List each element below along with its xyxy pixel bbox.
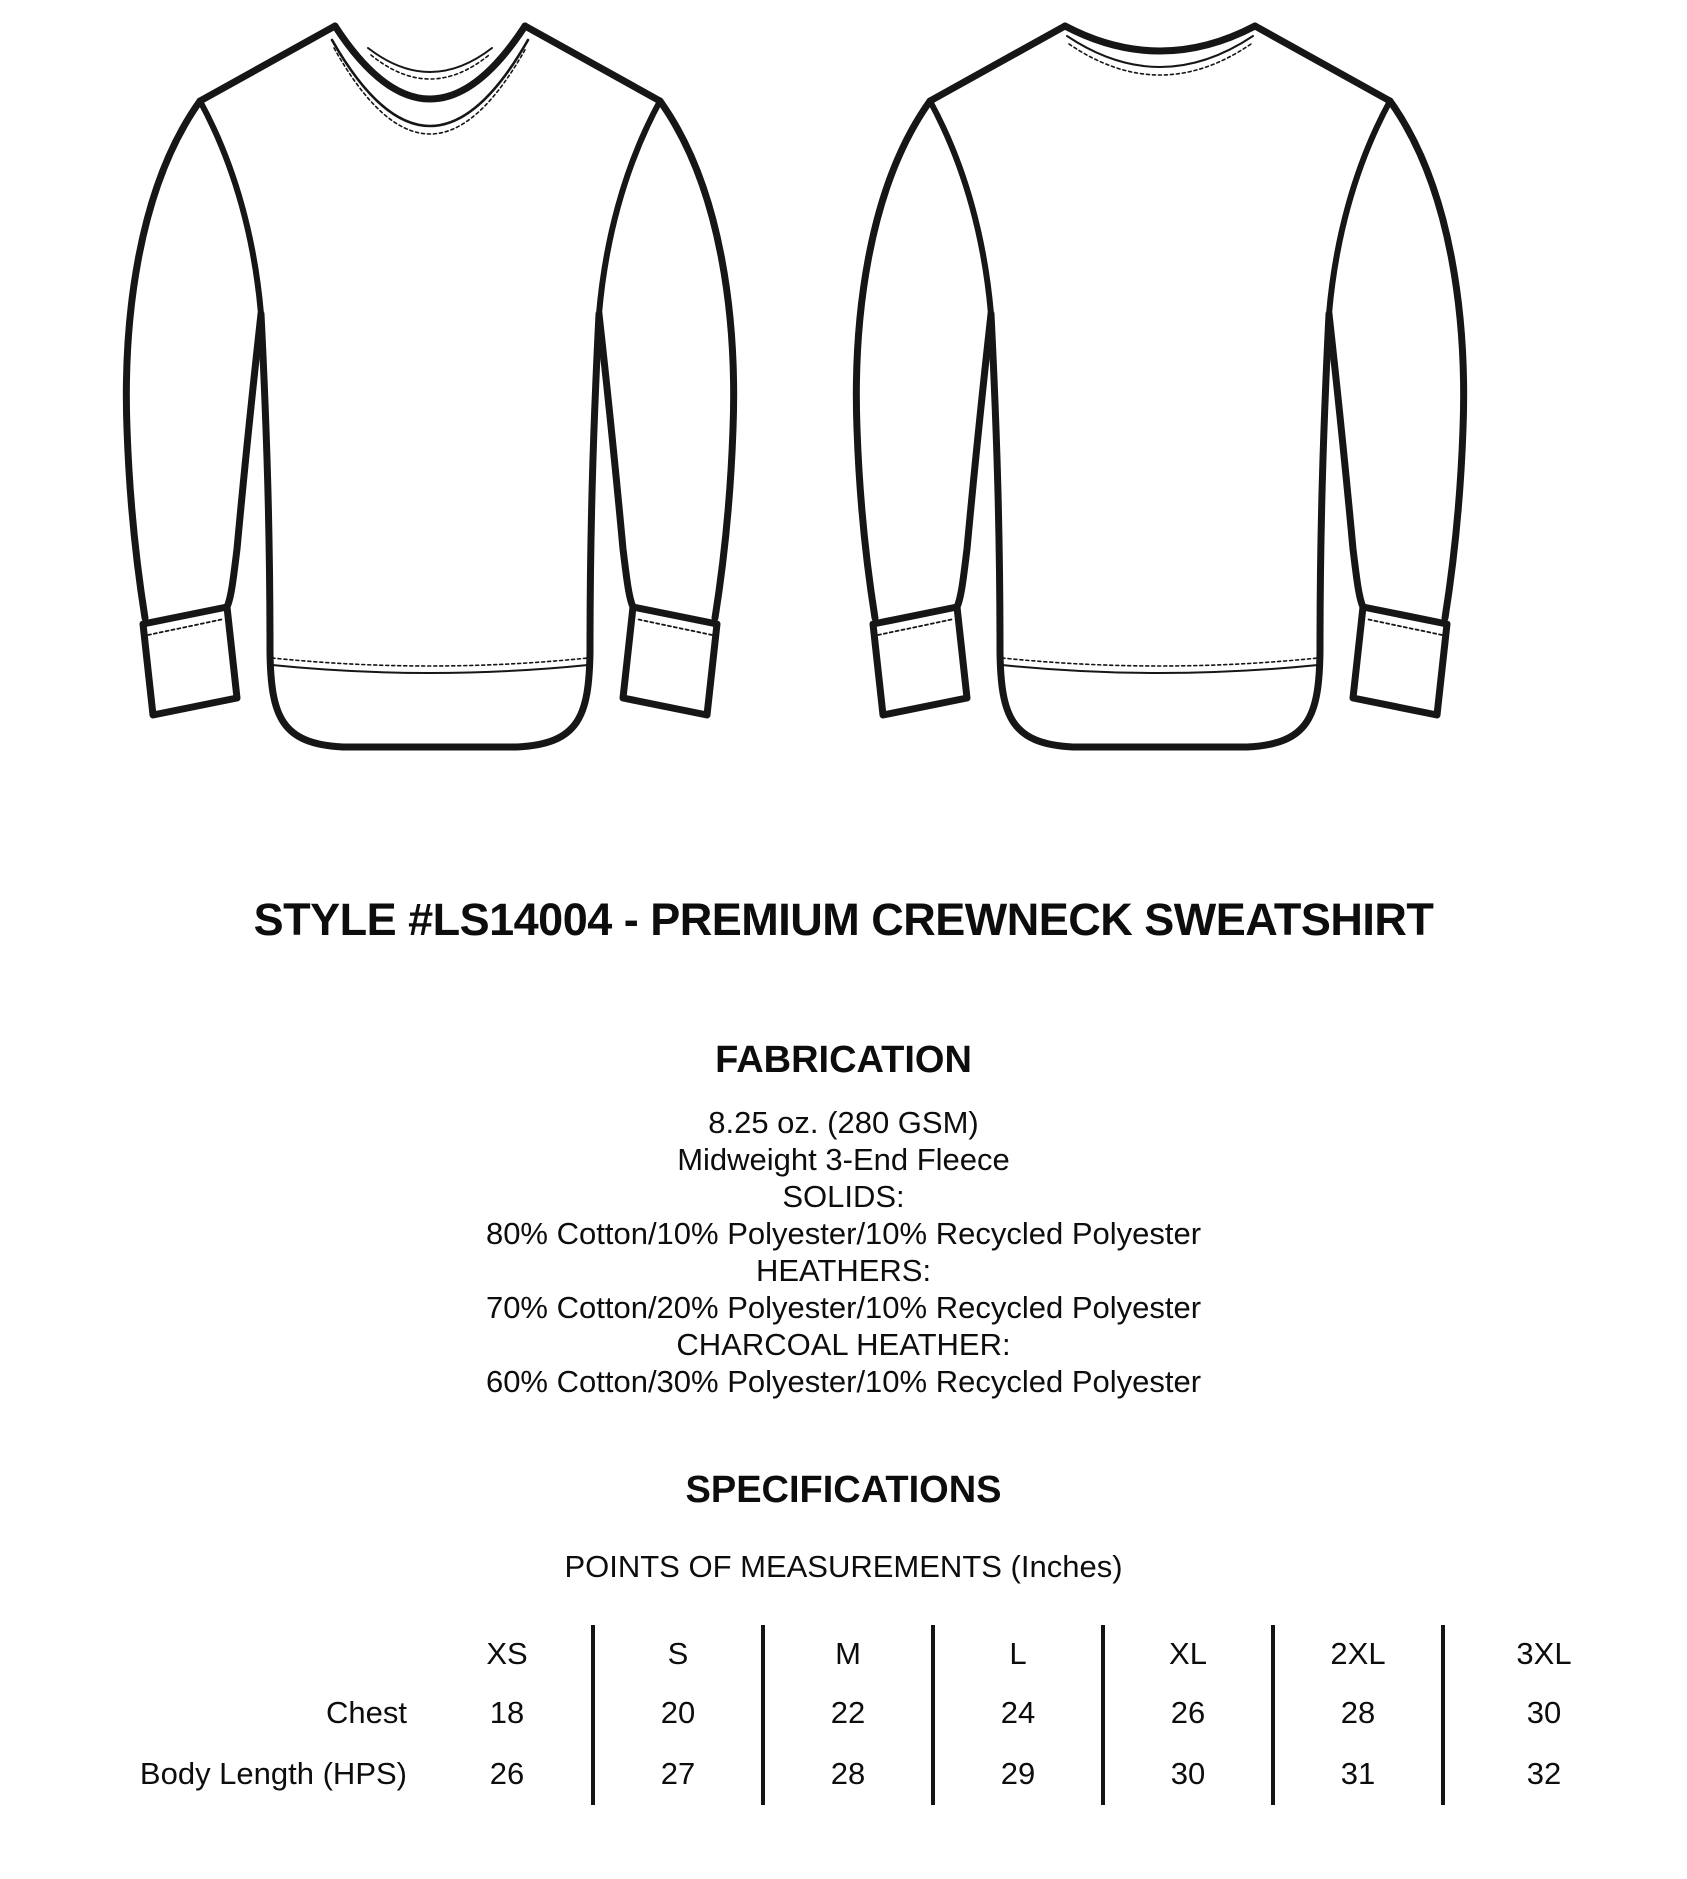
measurement-cell: 29: [933, 1743, 1103, 1805]
corner-cell: [78, 1625, 423, 1683]
row-label: Body Length (HPS): [139, 1756, 407, 1791]
sweatshirt-front-drawing: [85, 4, 775, 774]
fabrication-line: CHARCOAL HEATHER:: [676, 1327, 1011, 1362]
fabrication-line: 70% Cotton/20% Polyester/10% Recycled Polyester: [485, 1290, 1202, 1325]
measurement-cell: 32: [1443, 1743, 1643, 1805]
measurement-cell: 27: [593, 1743, 763, 1805]
fabrication-line: Midweight 3-End Fleece: [677, 1142, 1010, 1177]
measurement-cell: 28: [763, 1743, 933, 1805]
size-header-cell: XS: [486, 1636, 528, 1671]
specifications-heading: SPECIFICATIONS: [685, 1469, 1002, 1511]
size-header-cell: S: [593, 1625, 763, 1683]
size-header-cell: L: [933, 1625, 1103, 1683]
fabrication-line: HEATHERS:: [755, 1253, 932, 1288]
measurement-cell: 24: [933, 1683, 1103, 1743]
size-header-cell: M: [763, 1625, 933, 1683]
fabrication-line: SOLIDS:: [782, 1179, 905, 1214]
fabrication-line: 80% Cotton/10% Polyester/10% Recycled Polyester: [485, 1216, 1202, 1251]
measurement-cell: 30: [1103, 1743, 1273, 1805]
measurement-cell: 22: [763, 1683, 933, 1743]
measurement-cell: 26: [1103, 1683, 1273, 1743]
table-row: [78, 1743, 1643, 1805]
measurement-cell: 28: [1273, 1683, 1443, 1743]
size-header-cell: XL: [1103, 1625, 1273, 1683]
measurement-cell: 26: [489, 1756, 525, 1791]
fabrication-heading: FABRICATION: [715, 1039, 972, 1081]
row-label: Chest: [326, 1695, 407, 1730]
measurements-table: [78, 1625, 1643, 1805]
size-header-cell: 2XL: [1273, 1625, 1443, 1683]
fabrication-line: 8.25 oz. (280 GSM): [708, 1105, 979, 1140]
table-row: [78, 1625, 1643, 1683]
measurement-cell: 20: [593, 1683, 763, 1743]
sweatshirt-back-drawing: [815, 4, 1505, 774]
fabrication-line: 60% Cotton/30% Polyester/10% Recycled Polyester: [485, 1364, 1202, 1399]
measurements-subheading: POINTS OF MEASUREMENTS (Inches): [564, 1549, 1123, 1584]
technical-drawings: [0, 0, 1687, 774]
measurement-cell: 30: [1443, 1683, 1643, 1743]
measurement-cell: 31: [1273, 1743, 1443, 1805]
fabrication-details: [0, 1104, 1687, 1400]
measurement-cell: 18: [489, 1695, 525, 1730]
table-row: [78, 1683, 1643, 1743]
size-header-cell: 3XL: [1443, 1625, 1643, 1683]
style-title: STYLE #LS14004 - PREMIUM CREWNECK SWEATSHIRT: [253, 894, 1434, 945]
